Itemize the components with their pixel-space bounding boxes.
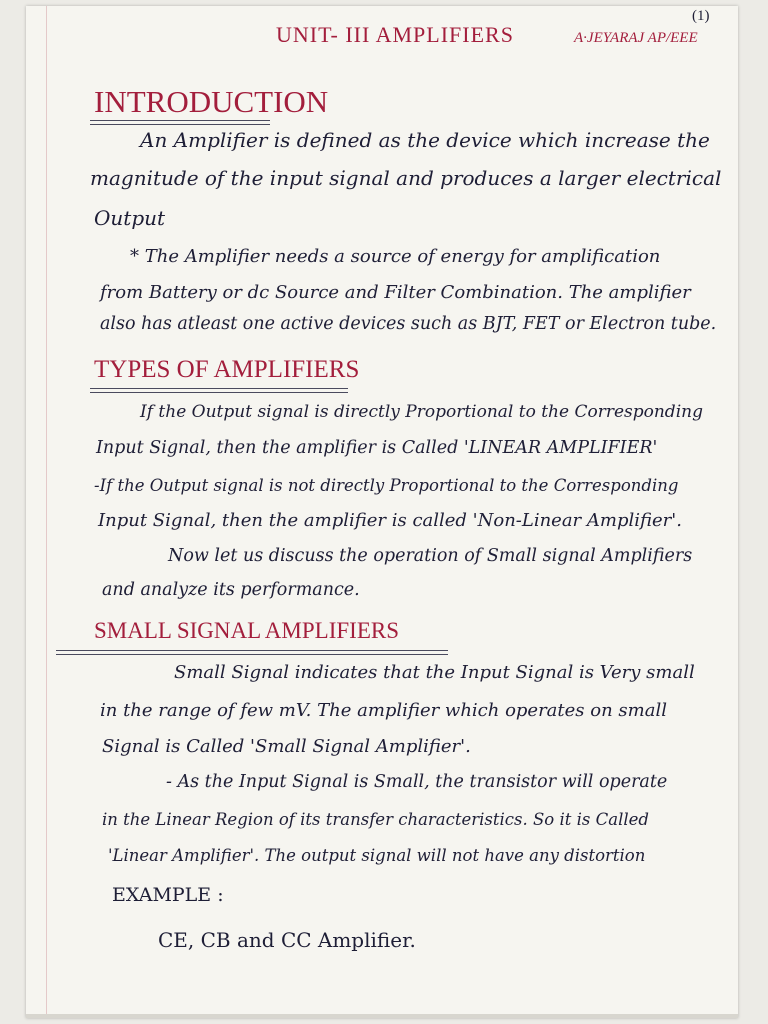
example-text: CE, CB and CC Amplifier. [158,928,416,952]
small-signal-line: Small Signal indicates that the Input Signal is Very small [174,662,695,683]
introduction-underline [90,120,270,121]
example-label: EXAMPLE : [112,884,224,906]
notebook-page [26,6,738,1018]
page-title: UNIT- III AMPLIFIERS [276,22,514,47]
small-signal-heading: SMALL SIGNAL AMPLIFIERS [94,618,399,643]
intro-line: Output [94,206,166,230]
page-bottom-edge [26,1014,738,1018]
types-line: Now let us discuss the operation of Small signal Amplifiers [168,546,693,566]
intro-line: An Amplifier is defined as the device which increase the [140,128,710,152]
author-name: A·JEYARAJ AP/EEE [574,30,698,46]
introduction-underline-2 [90,124,270,125]
intro-line: also has atleast one active devices such as BJT, FET or Electron tube. [100,314,717,334]
small-signal-underline [56,650,448,651]
types-underline [90,388,348,389]
types-underline-2 [90,392,348,393]
types-heading: TYPES OF AMPLIFIERS [94,356,360,383]
small-signal-line: in the Linear Region of its transfer characteristics. So it is Called [102,810,649,829]
small-signal-line: in the range of few mV. The amplifier which operates on small [100,700,667,721]
intro-line: magnitude of the input signal and produces a larger electrical [90,166,722,190]
page-number: (1) [692,8,710,24]
small-signal-line: Signal is Called 'Small Signal Amplifier'. [102,736,471,757]
small-signal-line: 'Linear Amplifier'. The output signal will not have any distortion [108,846,646,865]
types-line: Input Signal, then the amplifier is called 'Non-Linear Amplifier'. [98,510,682,531]
intro-line: * The Amplifier needs a source of energy for amplification [130,246,661,267]
types-line: and analyze its performance. [102,580,360,600]
intro-line: from Battery or dc Source and Filter Combination. The amplifier [100,282,691,303]
types-line: Input Signal, then the amplifier is Called 'LINEAR AMPLIFIER' [96,438,658,458]
types-line: -If the Output signal is not directly Proportional to the Corresponding [94,476,679,495]
small-signal-underline-2 [56,654,448,655]
types-line: If the Output signal is directly Proportional to the Corresponding [140,402,703,422]
introduction-heading: INTRODUCTION [94,84,329,119]
margin-line [46,6,47,1018]
small-signal-line: - As the Input Signal is Small, the transistor will operate [166,772,668,792]
